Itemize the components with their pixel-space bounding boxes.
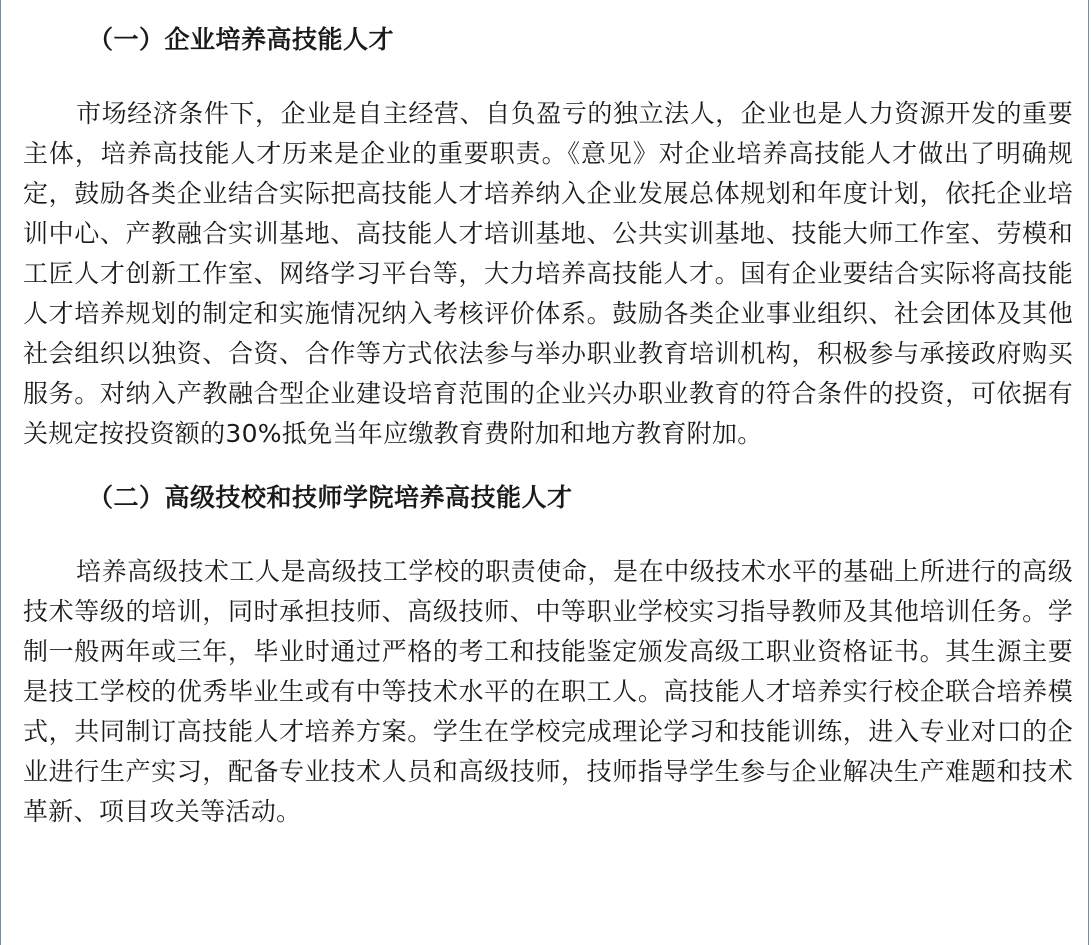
section-paragraph-technical-schools: 培养高级技术工人是高级技工学校的职责使命，是在中级技术水平的基础上所进行的高级技术等级的培训，同时承担技师、高级技师、中等职业学校实习指导教师及其他培训任务。学制一般两年或三年，毕业时通过严格的考工和技能鉴定颁发高级工职业资格证书。其生源主要是技工学校的优秀毕业生或有中等技术水平的在职工人。高技能人才培养实行校企联合培养模式，共同制订高技能人才培养方案。学生在学校完成理论学习和技能训练，进入专业对口的企业进行生产实习，配备专业技术人员和高级技师，技师指导学生参与企业解决生产难题和技术革新、项目攻关等活动。 <box>23 557 1073 826</box>
section-heading-technical-schools: （二）高级技校和技师学院培养高技能人才 <box>88 483 573 512</box>
section-paragraph-enterprise: 市场经济条件下，企业是自主经营、自负盈亏的独立法人，企业也是人力资源开发的重要主体，培养高技能人才历来是企业的重要职责。《意见》对企业培养高技能人才做出了明确规定，鼓励各类企业结合实际把高技能人才培养纳入企业发展总体规划和年度计划，依托企业培训中心、产教融合实训基地、高技能人才培训基地、公共实训基地、技能大师工作室、劳模和工匠人才创新工作室、网络学习平台等，大力培养高技能人才。国有企业要结合实际将高技能人才培养规划的制定和实施情况纳入考核评价体系。鼓励各类企业事业组织、社会团体及其他社会组织以独资、合资、合作等方式依法参与举办职业教育培训机构，积极参与承接政府购买服务。对纳入产教融合型企业建设培育范围的企业兴办职业教育的符合条件的投资，可依据有关规定按投资额的30%抵免当年应缴教育费附加和地方教育附加。 <box>23 99 1073 448</box>
section-heading-enterprise: （一）企业培养高技能人才 <box>88 25 395 54</box>
document-body <box>23 16 1073 852</box>
